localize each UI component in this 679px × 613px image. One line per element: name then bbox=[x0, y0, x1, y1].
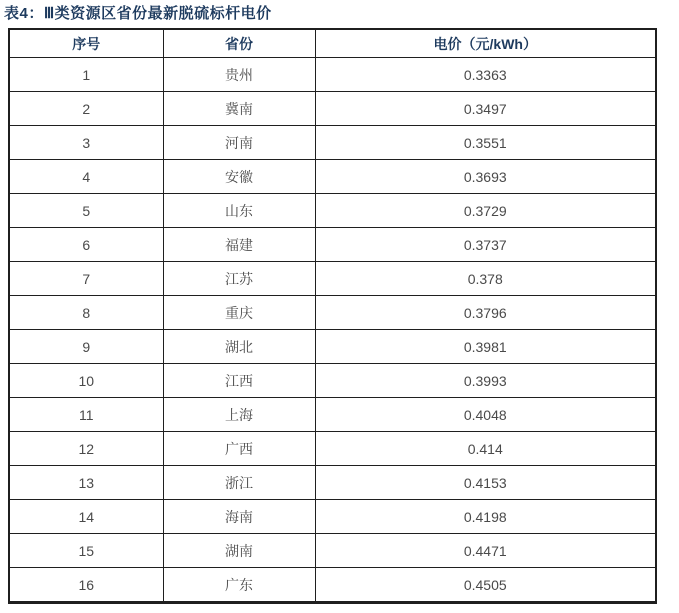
table-row bbox=[9, 126, 656, 160]
cell-no: 6 bbox=[9, 228, 163, 262]
cell-price: 0.378 bbox=[315, 262, 656, 296]
table-row bbox=[9, 160, 656, 194]
cell-province: 山东 bbox=[163, 194, 315, 228]
cell-price: 0.4153 bbox=[315, 466, 656, 500]
cell-price: 0.414 bbox=[315, 432, 656, 466]
cell-no: 1 bbox=[9, 58, 163, 92]
cell-no: 11 bbox=[9, 398, 163, 432]
table-header-row bbox=[9, 29, 656, 58]
cell-province: 河南 bbox=[163, 126, 315, 160]
cell-no: 10 bbox=[9, 364, 163, 398]
cell-no: 5 bbox=[9, 194, 163, 228]
col-header-province: 省份 bbox=[163, 29, 315, 58]
table-row bbox=[9, 398, 656, 432]
table-row bbox=[9, 330, 656, 364]
cell-price: 0.3737 bbox=[315, 228, 656, 262]
table-row bbox=[9, 500, 656, 534]
cell-province: 海南 bbox=[163, 500, 315, 534]
cell-province: 重庆 bbox=[163, 296, 315, 330]
table-row bbox=[9, 296, 656, 330]
cell-province: 江苏 bbox=[163, 262, 315, 296]
cell-no: 16 bbox=[9, 568, 163, 603]
cell-province: 江西 bbox=[163, 364, 315, 398]
cell-price: 0.3796 bbox=[315, 296, 656, 330]
cell-price: 0.4471 bbox=[315, 534, 656, 568]
cell-province: 冀南 bbox=[163, 92, 315, 126]
table-row bbox=[9, 262, 656, 296]
table-row bbox=[9, 568, 656, 603]
col-header-no: 序号 bbox=[9, 29, 163, 58]
cell-price: 0.3497 bbox=[315, 92, 656, 126]
cell-no: 12 bbox=[9, 432, 163, 466]
table-row bbox=[9, 364, 656, 398]
cell-province: 湖南 bbox=[163, 534, 315, 568]
cell-price: 0.3993 bbox=[315, 364, 656, 398]
cell-province: 上海 bbox=[163, 398, 315, 432]
cell-price: 0.3693 bbox=[315, 160, 656, 194]
cell-price: 0.3551 bbox=[315, 126, 656, 160]
table-row bbox=[9, 466, 656, 500]
col-header-price: 电价（元/kWh） bbox=[315, 29, 656, 58]
cell-province: 安徽 bbox=[163, 160, 315, 194]
cell-no: 14 bbox=[9, 500, 163, 534]
cell-province: 浙江 bbox=[163, 466, 315, 500]
cell-price: 0.4048 bbox=[315, 398, 656, 432]
cell-province: 福建 bbox=[163, 228, 315, 262]
cell-price: 0.3981 bbox=[315, 330, 656, 364]
cell-no: 13 bbox=[9, 466, 163, 500]
table-row bbox=[9, 58, 656, 92]
cell-province: 广东 bbox=[163, 568, 315, 603]
table-row bbox=[9, 194, 656, 228]
price-table bbox=[8, 28, 657, 604]
cell-no: 8 bbox=[9, 296, 163, 330]
cell-province: 广西 bbox=[163, 432, 315, 466]
cell-province: 贵州 bbox=[163, 58, 315, 92]
cell-price: 0.3729 bbox=[315, 194, 656, 228]
table-row bbox=[9, 92, 656, 126]
cell-price: 0.3363 bbox=[315, 58, 656, 92]
cell-no: 7 bbox=[9, 262, 163, 296]
table-row bbox=[9, 534, 656, 568]
cell-price: 0.4505 bbox=[315, 568, 656, 603]
cell-province: 湖北 bbox=[163, 330, 315, 364]
cell-price: 0.4198 bbox=[315, 500, 656, 534]
table-row bbox=[9, 432, 656, 466]
cell-no: 15 bbox=[9, 534, 163, 568]
table-row bbox=[9, 228, 656, 262]
table-caption: 表4：Ⅲ类资源区省份最新脱硫标杆电价 bbox=[4, 5, 272, 22]
cell-no: 2 bbox=[9, 92, 163, 126]
cell-no: 4 bbox=[9, 160, 163, 194]
cell-no: 3 bbox=[9, 126, 163, 160]
cell-no: 9 bbox=[9, 330, 163, 364]
